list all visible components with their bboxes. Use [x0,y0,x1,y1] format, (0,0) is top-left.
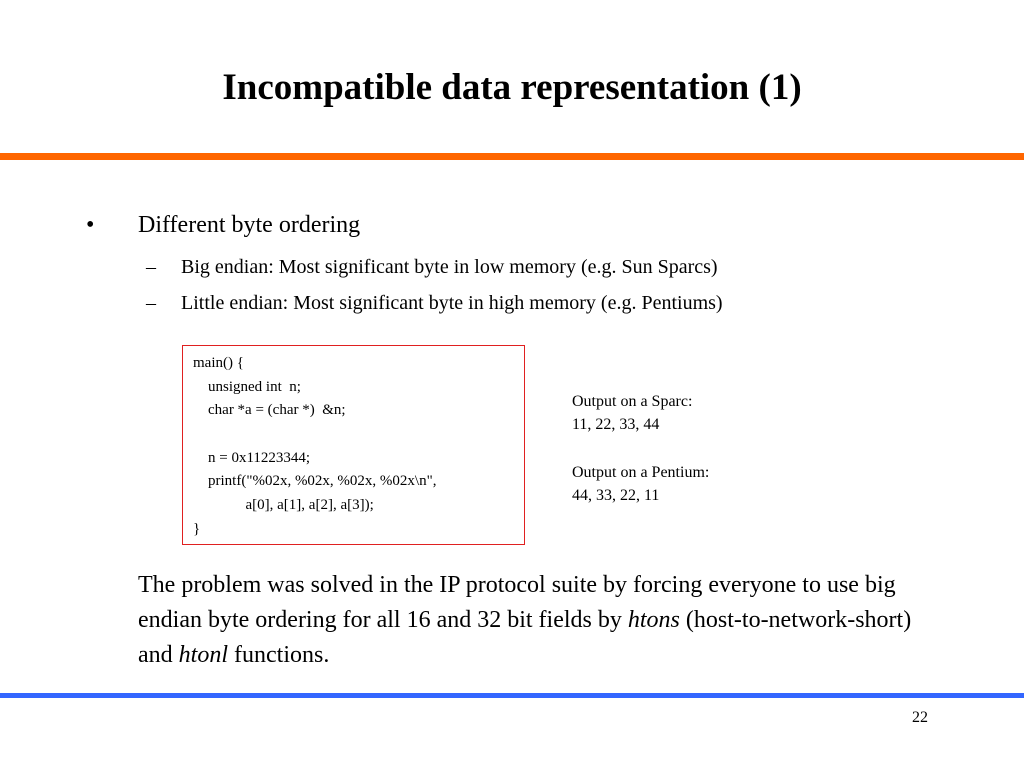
bottom-divider [0,693,1024,698]
code-line [193,423,524,447]
output-label: Output on a Sparc: [572,393,693,410]
code-line: printf("%02x, %02x, %02x, %02x\n", [193,473,437,490]
slide-title: Incompatible data representation (1) [222,67,802,108]
subbullet-text: Big endian: Most significant byte in low memory (e.g. Sun Sparcs) [181,256,718,278]
output-pentium [572,461,709,507]
htonl-term: htonl [178,642,228,668]
code-box [182,345,525,545]
code-line: } [193,520,201,537]
output-value: 11, 22, 33, 44 [572,416,660,433]
output-sparc [572,390,692,436]
paragraph-text: functions. [228,642,330,668]
bullet-text: Different byte ordering [138,212,361,238]
subbullet-marker: – [146,292,156,314]
htons-term: htons [627,607,680,633]
page-number: 22 [912,709,928,726]
paragraph-text: (host-to-network-short) and [138,607,912,668]
output-value: 44, 33, 22, 11 [572,487,660,504]
bullet-marker: • [86,212,95,238]
subbullet-marker: – [146,256,156,278]
top-divider [0,153,1024,160]
subbullet-text: Little endian: Most significant byte in high memory (e.g. Pentiums) [181,292,723,314]
code-line: char *a = (char *) &n; [193,402,346,419]
conclusion-paragraph [138,568,938,673]
paragraph-text: The problem was solved in the IP protocol suite by forcing everyone to use big endian byte ordering for all 16 and 32 bit fields by [138,572,896,633]
code-line: n = 0x11223344; [193,449,311,466]
output-label: Output on a Pentium: [572,464,710,481]
code-line: main() { [193,355,244,371]
code-line: a[0], a[1], a[2], a[3]); [193,497,374,514]
code-line: unsigned int n; [193,378,301,395]
